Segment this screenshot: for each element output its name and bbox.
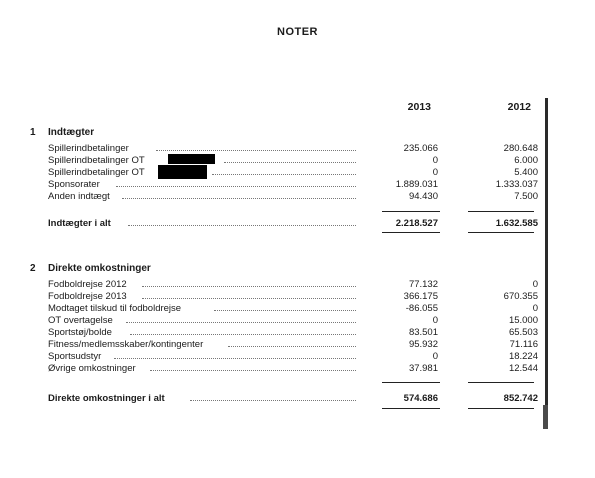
row-label: Fitness/medlemsskaber/kontingenter (48, 339, 204, 350)
value-2012: 670.355 (503, 291, 538, 302)
value-2012: 5.400 (514, 167, 538, 178)
value-2012: 12.544 (508, 363, 538, 374)
value-2012: 15.000 (508, 315, 538, 326)
leader-dots (130, 334, 356, 335)
row-label: Modtaget tilskud til fodboldrejse (48, 303, 182, 314)
table-row (48, 351, 538, 362)
value-2013: 83.501 (408, 327, 438, 338)
row-label: Anden indtægt (48, 191, 110, 202)
leader-dots (128, 225, 356, 226)
table-row (48, 191, 538, 202)
row-label: Sponsorater (48, 179, 100, 190)
page-title: NOTER (277, 26, 318, 38)
section-number: 2 (30, 263, 36, 274)
table-row (48, 327, 538, 338)
value-2012: 7.500 (514, 191, 538, 202)
row-label: Spillerindbetalinger OT (48, 155, 145, 166)
total-label: Direkte omkostninger i alt (48, 393, 165, 404)
table-row (48, 167, 538, 178)
table-row (48, 179, 538, 190)
total-2013: 574.686 (403, 393, 438, 404)
leader-dots (214, 310, 356, 311)
total-2012: 1.632.585 (495, 218, 538, 229)
row-label: Fodboldrejse 2012 (48, 279, 127, 290)
leader-dots (116, 186, 356, 187)
total-underline (468, 232, 534, 233)
row-label: OT overtagelse (48, 315, 113, 326)
value-2013: 235.066 (403, 143, 438, 154)
total-label: Indtægter i alt (48, 218, 111, 229)
row-label: Spillerindbetalinger OT (48, 167, 145, 178)
row-label: Spillerindbetalinger (48, 143, 129, 154)
leader-dots (150, 370, 356, 371)
value-2013: 37.981 (408, 363, 438, 374)
leader-dots (122, 198, 356, 199)
leader-dots (190, 400, 356, 401)
value-2012: 6.000 (514, 155, 538, 166)
value-2012: 71.116 (509, 339, 538, 350)
margin-bar-lower (543, 405, 548, 429)
value-2012: 18.224 (508, 351, 538, 362)
row-label: Øvrige omkostninger (48, 363, 136, 374)
year-header-2012: 2012 (507, 101, 531, 113)
value-2012: 280.648 (503, 143, 538, 154)
leader-dots (156, 150, 356, 151)
total-row (48, 218, 538, 229)
section-number: 1 (30, 127, 36, 138)
value-2013: 95.932 (408, 339, 438, 350)
table-row (48, 291, 538, 302)
value-2013: 366.175 (403, 291, 438, 302)
total-rule (382, 211, 440, 212)
total-2013: 2.218.527 (395, 218, 438, 229)
table-row (48, 279, 538, 290)
value-2012: 1.333.037 (495, 179, 538, 190)
value-2013: 0 (432, 315, 438, 326)
total-rule (468, 211, 534, 212)
table-row (48, 339, 538, 350)
row-label: Sportsudstyr (48, 351, 102, 362)
table-row (48, 303, 538, 314)
value-2013: -86.055 (405, 303, 438, 314)
leader-dots (142, 286, 356, 287)
value-2013: 1.889.031 (395, 179, 438, 190)
section-title: Indtægter (48, 127, 95, 138)
total-2012: 852.742 (503, 393, 538, 404)
redaction-bar (158, 165, 207, 179)
leader-dots (126, 322, 356, 323)
value-2013: 0 (432, 167, 438, 178)
value-2013: 0 (432, 351, 438, 362)
value-2013: 77.132 (408, 279, 438, 290)
redaction-bar (168, 154, 215, 164)
row-label: Fodboldrejse 2013 (48, 291, 127, 302)
leader-dots (114, 358, 356, 359)
total-rule (382, 382, 440, 383)
table-row (48, 315, 538, 326)
value-2012: 0 (532, 279, 538, 290)
leader-dots (212, 174, 356, 175)
leader-dots (228, 346, 356, 347)
table-row (48, 363, 538, 374)
total-rule (468, 382, 534, 383)
value-2013: 0 (432, 155, 438, 166)
value-2013: 94.430 (408, 191, 438, 202)
value-2012: 0 (532, 303, 538, 314)
value-2012: 65.503 (508, 327, 538, 338)
table-row (48, 143, 538, 154)
section-title: Direkte omkostninger (48, 263, 151, 274)
total-underline (382, 232, 440, 233)
table-row (48, 155, 538, 166)
row-label: Sportstøj/bolde (48, 327, 112, 338)
total-underline (468, 408, 534, 409)
total-underline (382, 408, 440, 409)
leader-dots (224, 162, 356, 163)
leader-dots (142, 298, 356, 299)
year-header-2013: 2013 (407, 101, 431, 113)
total-row (48, 393, 538, 404)
margin-bar (545, 98, 548, 429)
